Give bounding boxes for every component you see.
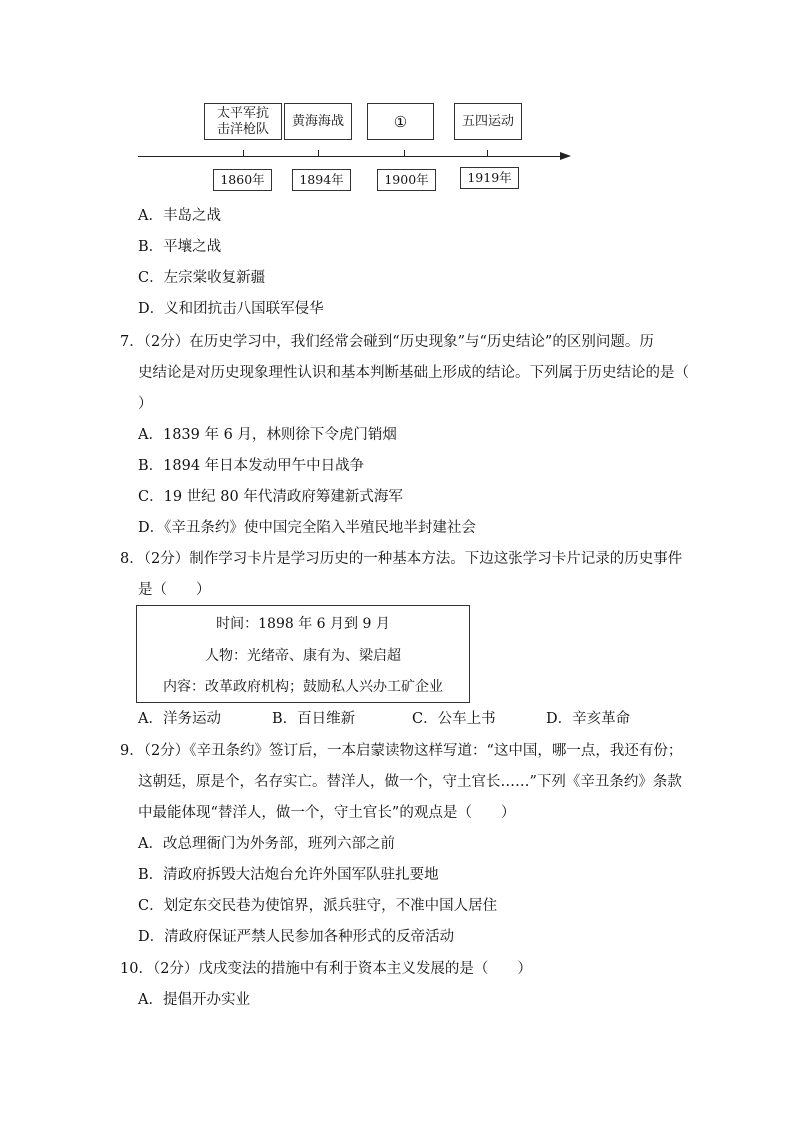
timeline-year-label: 1894年 bbox=[299, 172, 344, 187]
timeline-axis bbox=[138, 156, 562, 157]
q8-option-b: B．百日维新 bbox=[272, 711, 356, 727]
timeline-event-label: ① bbox=[393, 112, 408, 131]
q8-option-c: C．公车上书 bbox=[412, 711, 496, 727]
q9-option-c: C．划定东交民巷为使馆界，派兵驻守，不准中国人居住 bbox=[138, 898, 498, 914]
q9-stem: 这朝廷，原是个，名存实亡。替洋人，做一个，守土官长……”下列《辛丑条约》条款 bbox=[138, 774, 682, 790]
timeline-year-label: 1900年 bbox=[384, 172, 429, 187]
timeline-event-box bbox=[367, 103, 434, 140]
q7-stem: 史结论是对历史现象理性认识和基本判断基础上形成的结论。下列属于历史结论的是（ bbox=[138, 365, 689, 381]
q10-option-a: A．提倡开办实业 bbox=[138, 992, 250, 1008]
timeline-year-label: 1860年 bbox=[220, 172, 265, 187]
study-card-content: 内容：改革政府机构；鼓励私人兴办工矿企业 bbox=[163, 679, 443, 695]
q7-option-d: D．《辛丑条约》使中国完全陷入半殖民地半封建社会 bbox=[138, 520, 476, 536]
q7-stem: 7．（2分）在历史学习中，我们经常会碰到“历史现象”与“历史结论”的区别问题。历 bbox=[120, 334, 654, 350]
timeline-event-box bbox=[284, 103, 352, 140]
timeline-tick bbox=[487, 150, 488, 157]
timeline-tick bbox=[318, 150, 319, 157]
q6-option-a: A．丰岛之战 bbox=[138, 208, 221, 224]
timeline-event-label: 击洋枪队 bbox=[216, 121, 269, 137]
q8-option-d: D．辛亥革命 bbox=[546, 711, 631, 727]
q8-stem: 8．（2分）制作学习卡片是学习历史的一种基本方法。下边这张学习卡片记录的历史事件 bbox=[120, 551, 683, 567]
q8-stem: 是（ ） bbox=[138, 582, 211, 598]
study-card-people: 人物：光绪帝、康有为、梁启超 bbox=[205, 648, 401, 664]
study-card-time: 时间：1898 年 6 月到 9 月 bbox=[216, 616, 390, 632]
q9-option-d: D．清政府保证严禁人民参加各种形式的反帝活动 bbox=[138, 929, 455, 945]
timeline-year-box bbox=[292, 169, 351, 191]
timeline-event-label: 五四运动 bbox=[461, 113, 514, 129]
timeline-tick bbox=[243, 150, 244, 157]
q9-option-b: B．清政府拆毁大沽炮台允许外国军队驻扎要地 bbox=[138, 867, 439, 883]
timeline-tick bbox=[404, 150, 405, 157]
timeline-event-label: 太平军抗 bbox=[216, 105, 269, 121]
timeline-year-box bbox=[377, 169, 436, 191]
timeline-year-box bbox=[213, 169, 272, 191]
q7-stem: ） bbox=[138, 396, 153, 412]
timeline-year-box bbox=[460, 167, 519, 189]
study-card bbox=[136, 605, 470, 703]
q6-option-d: D．义和团抗击八国联军侵华 bbox=[138, 301, 324, 317]
q9-stem: 9．（2分）《辛丑条约》签订后，一本启蒙读物这样写道：“这中国，哪一点，我还有份； bbox=[120, 743, 683, 759]
q7-option-a: A．1839 年 6 月，林则徐下令虎门销烟 bbox=[138, 427, 397, 443]
q6-option-b: B．平壤之战 bbox=[138, 239, 222, 255]
q8-option-a: A．洋务运动 bbox=[138, 711, 221, 727]
timeline-arrowhead bbox=[560, 152, 571, 160]
q10-stem: 10．（2分）戊戌变法的措施中有利于资本主义发展的是（ ） bbox=[120, 961, 532, 977]
timeline-year-label: 1919年 bbox=[467, 170, 512, 185]
q9-option-a: A．改总理衙门为外务部，班列六部之前 bbox=[138, 836, 395, 852]
q7-option-c: C．19 世纪 80 年代清政府筹建新式海军 bbox=[138, 489, 403, 505]
timeline-event-label: 黄海海战 bbox=[291, 113, 344, 129]
timeline-event-box bbox=[204, 103, 282, 140]
q6-option-c: C．左宗棠收复新疆 bbox=[138, 270, 266, 286]
timeline-event-box bbox=[454, 103, 522, 140]
q7-option-b: B．1894 年日本发动甲午中日战争 bbox=[138, 458, 365, 474]
q9-stem: 中最能体现“替洋人，做一个，守土官长”的观点是（ ） bbox=[138, 805, 516, 821]
